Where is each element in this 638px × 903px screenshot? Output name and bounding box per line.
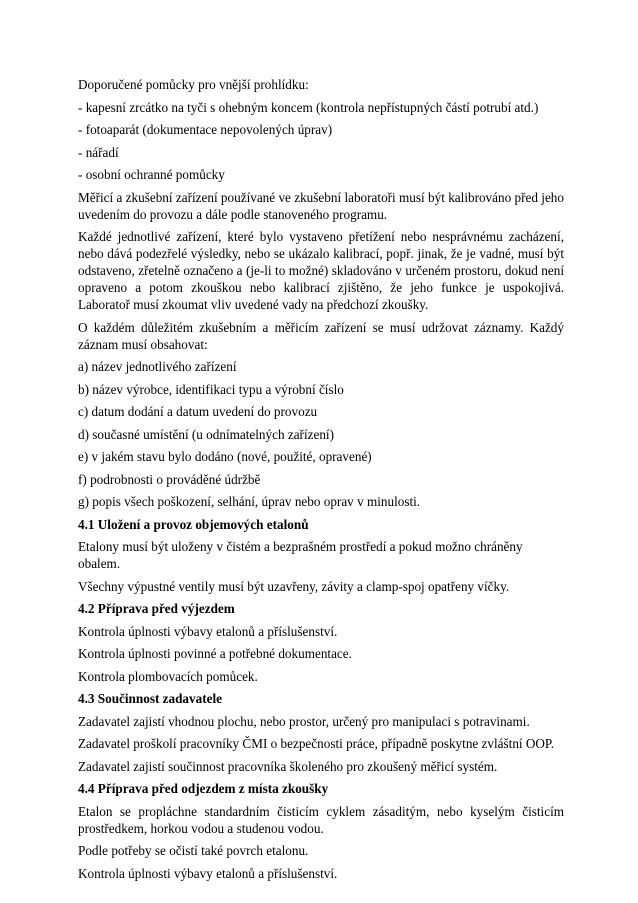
section-line: Všechny výpustné ventily musí být uzavřeny, závity a clamp-spoj opatřeny víčky. <box>78 578 510 594</box>
tools-item: - osobní ochranné pomůcky <box>78 167 225 182</box>
record-item: f) podrobnosti o prováděné údržbě <box>78 471 261 487</box>
section-line: Etalony musí být uloženy v čistém a bezprašném prostředí a pokud možno chráněny obalem. <box>78 539 523 571</box>
record-item: e) v jakém stavu bylo dodáno (nové, použité, opravené) <box>78 449 372 464</box>
section-line: Zadavatel zajistí součinnost pracovníka školeného pro zkoušený měřicí systém. <box>78 758 498 774</box>
section-line: Etalon se propláchne standardním čisticím cyklem zásaditým, nebo kyselým čisticím prostředkem, horkou vodou a studenou vodou. <box>78 803 564 836</box>
section-line: Kontrola úplnosti výbavy etalonů a příslušenství. <box>78 865 338 881</box>
faulty-equipment-paragraph: Každé jednotlivé zařízení, které bylo vystaveno přetížení nebo nesprávnému zacházení, nebo dává podezřelé výsledky, nebo se ukázalo kalibrací, popř. jinak, že je vadné, musí být odstaveno, zřetelně označeno a (je-li to možné) skladováno v určeném prostoru, dokud není opraveno a potom zkouškou nebo kalibrací zjištěno, že jeho funkce je uspokojivá. Laboratoř musí zkoumat vliv uvedené vady na předchozí zkoušky. <box>78 229 564 312</box>
tools-item: - nářadí <box>78 144 119 160</box>
record-item: a) název jednotlivého zařízení <box>78 359 237 374</box>
section-line: Zadavatel proškolí pracovníky ČMI o bezpečnosti práce, případně poskytne zvláštní OOP. <box>78 736 555 751</box>
calibration-paragraph: Měřicí a zkušební zařízení používané ve zkušební laboratoři musí být kalibrováno před jeho uvedením do provozu a dále podle stanoveného programu. <box>78 189 564 222</box>
section-heading-4-4: 4.4 Příprava před odjezdem z místa zkoušky <box>78 781 329 796</box>
record-item: c) datum dodání a datum uvedení do provozu <box>78 404 318 419</box>
section-heading-4-3: 4.3 Součinnost zadavatele <box>78 691 222 706</box>
section-line: Kontrola plombovacích pomůcek. <box>78 668 258 684</box>
document-page <box>78 76 564 887</box>
record-item: b) název výrobce, identifikaci typu a výrobní číslo <box>78 381 344 397</box>
tools-item: - kapesní zrcátko na tyči s ohebným koncem (kontrola nepřístupných částí potrubí atd.) <box>78 99 539 115</box>
record-item: d) současné umístění (u odnímatelných zařízení) <box>78 426 334 442</box>
section-line: Podle potřeby se očistí také povrch etalonu. <box>78 843 309 858</box>
section-heading-4-1: 4.1 Uložení a provoz objemových etalonů <box>78 516 309 532</box>
record-item: g) popis všech poškození, selhání, úprav nebo oprav v minulosti. <box>78 494 421 509</box>
tools-item: - fotoaparát (dokumentace nepovolených úprav) <box>78 122 333 137</box>
section-line: Kontrola úplnosti povinné a potřebné dokumentace. <box>78 646 352 661</box>
records-paragraph: O každém důležitém zkušebním a měřicím zařízení se musí udržovat záznamy. Každý záznam musí obsahovat: <box>78 319 564 352</box>
section-line: Zadavatel zajistí vhodnou plochu, nebo prostor, určený pro manipulaci s potravinami. <box>78 713 530 729</box>
section-heading-4-2: 4.2 Příprava před výjezdem <box>78 601 235 616</box>
tools-heading: Doporučené pomůcky pro vnější prohlídku: <box>78 77 309 92</box>
section-line: Kontrola úplnosti výbavy etalonů a příslušenství. <box>78 623 338 639</box>
